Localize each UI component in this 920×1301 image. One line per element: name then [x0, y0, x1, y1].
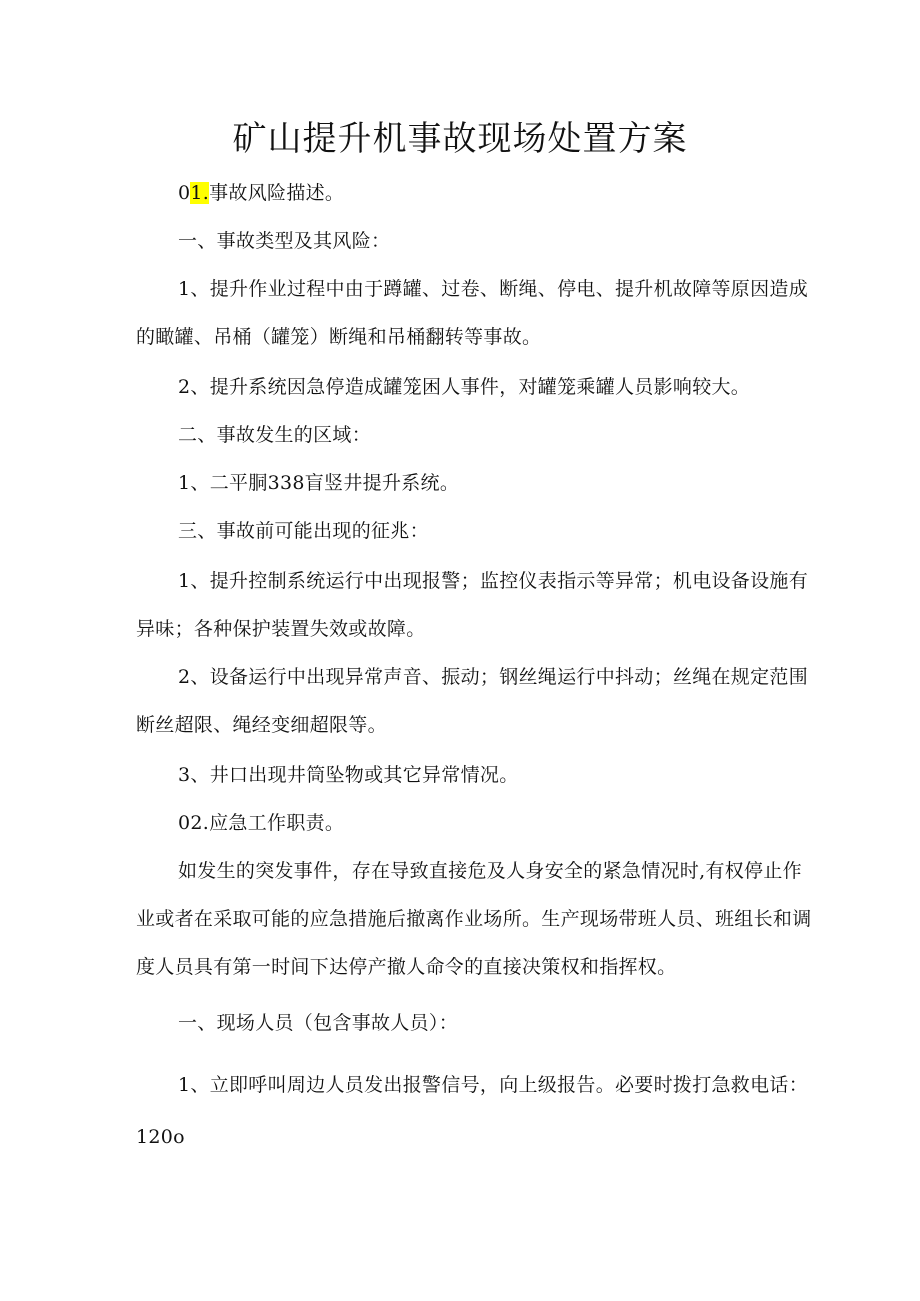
paragraph-line: 业或者在采取可能的应急措施后撤离作业场所。生产现场带班人员、班组长和调 [136, 908, 812, 930]
paragraph-line: 1、立即呼叫周边人员发出报警信号，向上级报告。必要时拨打急救电话： [178, 1074, 808, 1096]
paragraph-line: 1、提升作业过程中由于蹲罐、过卷、断绳、停电、提升机故障等原因造成 [178, 278, 808, 300]
section-number-digit: 0 [178, 182, 191, 204]
subheading-accident-types: 一、事故类型及其风险： [178, 230, 391, 252]
paragraph-line: 2、提升系统因急停造成罐笼困人事件，对罐笼乘罐人员影响较大。 [178, 376, 751, 398]
paragraph-line: 1、提升控制系统运行中出现报警；监控仪表指示等异常；机电设备设施有 [178, 570, 808, 592]
paragraph-line: 3、井口出现井筒坠物或其它异常情况。 [178, 764, 519, 786]
paragraph-line: 断丝超限、绳经变细超限等。 [136, 714, 387, 736]
subheading-onsite-personnel: 一、现场人员（包含事故人员）： [178, 1012, 459, 1034]
document-title: 矿山提升机事故现场处置方案 [232, 119, 688, 159]
paragraph-line: 120o [136, 1126, 185, 1148]
section-heading-01 [178, 180, 344, 206]
section-heading-02: 02.应急工作职责。 [178, 812, 345, 834]
paragraph-line: 度人员具有第一时间下达停产撤人命令的直接决策权和指挥权。 [136, 956, 677, 978]
subheading-accident-area: 二、事故发生的区域： [178, 424, 372, 446]
paragraph-line: 异味；各种保护装置失效或故障。 [136, 618, 426, 640]
paragraph-line: 2、设备运行中出现异常声音、振动；钢丝绳运行中抖动；丝绳在规定范围 [178, 666, 808, 688]
highlighted-section-number: 1. [190, 182, 210, 204]
subheading-warning-signs: 三、事故前可能出现的征兆： [178, 520, 429, 542]
paragraph-line: 的瞰罐、吊桶（罐笼）断绳和吊桶翻转等事故。 [136, 326, 542, 348]
section-heading-text: 事故风险描述。 [209, 182, 345, 204]
paragraph-line: 如发生的突发事件，存在导致直接危及人身安全的紧急情况时,有权停止作 [178, 860, 802, 882]
paragraph-line: 1、二平胴338盲竖井提升系统。 [178, 472, 460, 494]
